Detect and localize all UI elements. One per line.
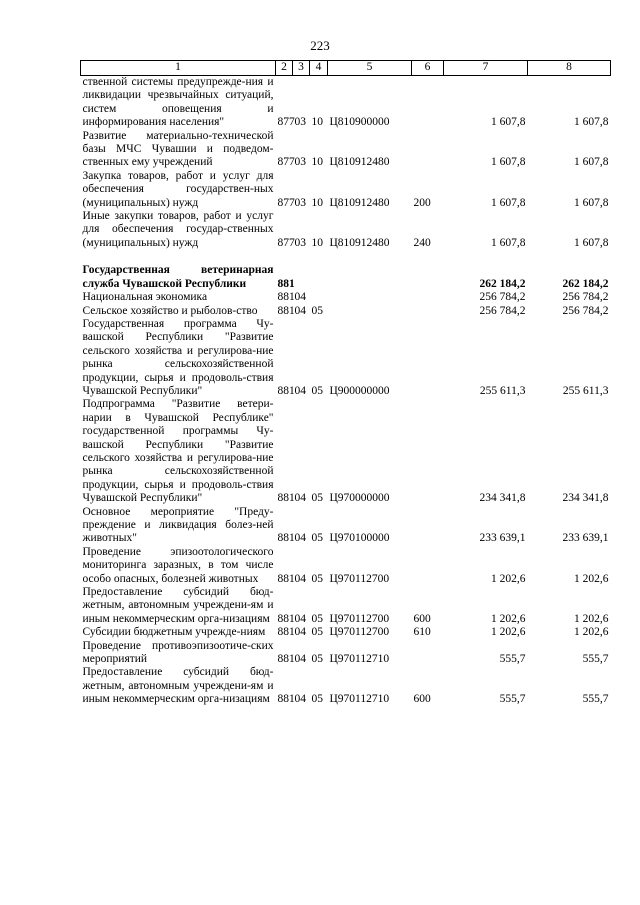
subsection-code: 10 (311, 156, 323, 169)
subsection-code: 05 (311, 693, 323, 706)
ministry-code: 881 (277, 572, 295, 585)
column-header: 3 (293, 61, 310, 76)
section-code: 04 (294, 653, 306, 666)
ministry-code: 877 (277, 116, 295, 129)
item-name: Государственная ветеринарная служба Чувашской Республики (82, 264, 274, 290)
expense-type-code (412, 640, 444, 667)
amount-col8: 1 607,8 (574, 236, 609, 249)
amount-col7: 233 639,1 (479, 532, 526, 545)
amount-col8: 255 611,3 (562, 384, 609, 397)
item-name: Основное мероприятие "Преду-преждение и ликвидация болез-ней животных" (82, 505, 274, 545)
amount-col8: 1 202,6 (574, 612, 609, 625)
section-code: 04 (294, 384, 306, 397)
amount-col8: 555,7 (582, 693, 609, 706)
expense-type-code: 600 (413, 612, 431, 625)
column-header: 6 (412, 61, 444, 76)
ministry-code: 881 (277, 384, 295, 397)
section-code: 04 (294, 532, 306, 545)
item-name: Подпрограмма "Развитие ветери-нарии в Чувашской Республике" государственной программы Чу-вашской Республики "Развитие сельского хозяйства и регулирова-ние рынка сельскохозяйственной продукции, сырья и продоволь-ствия Чувашской Республики" (82, 398, 274, 505)
amount-col7: 1 607,8 (491, 116, 526, 129)
table-row (81, 264, 611, 291)
section-code: 04 (294, 612, 306, 625)
column-header: 7 (444, 61, 528, 76)
table-row (81, 586, 611, 626)
column-header: 4 (310, 61, 328, 76)
table-row (81, 305, 611, 318)
section-code: 03 (294, 156, 306, 169)
amount-col7: 555,7 (499, 653, 526, 666)
table-row (81, 546, 611, 586)
expense-type-code (412, 305, 444, 318)
amount-col8: 1 607,8 (574, 196, 609, 209)
section-code (293, 264, 310, 291)
section-code: 04 (294, 572, 306, 585)
target-article-code: Ц970112700 (329, 626, 390, 639)
expense-type-code (412, 318, 444, 398)
item-name: Государственная программа Чу-вашской Республики "Развитие сельского хозяйства и регулирова-ние рынка сельскохозяйственной продукции, сырья и продоволь-ствия Чувашской Республики" (82, 317, 274, 397)
ministry-code: 881 (277, 291, 295, 304)
subsection-code: 05 (311, 304, 323, 317)
ministry-code: 881 (277, 626, 295, 639)
ministry-code: 881 (277, 612, 295, 625)
table-row (81, 170, 611, 210)
section-code: 03 (294, 116, 306, 129)
amount-col8: 233 639,1 (562, 532, 609, 545)
table-row (81, 506, 611, 546)
amount-col7: 1 607,8 (491, 236, 526, 249)
table-row (81, 640, 611, 667)
amount-col8: 1 202,6 (574, 572, 609, 585)
amount-col7: 1 202,6 (491, 626, 526, 639)
ministry-code: 881 (277, 277, 295, 290)
target-article-code (328, 264, 412, 291)
header-row (81, 61, 611, 76)
column-header: 2 (276, 61, 293, 76)
target-article-code: Ц810912480 (329, 156, 390, 169)
ministry-code: 881 (277, 492, 295, 505)
target-article-code (328, 291, 412, 304)
expense-type-code: 240 (413, 236, 431, 249)
expense-type-code (412, 398, 444, 505)
target-article-code: Ц970100000 (329, 532, 390, 545)
expense-type-code (412, 76, 444, 130)
target-article-code: Ц970112710 (329, 653, 390, 666)
target-article-code (328, 305, 412, 318)
subsection-code: 10 (311, 196, 323, 209)
table-row (81, 210, 611, 250)
item-name: Предоставление субсидий бюд-жетным, автономным учреждени-ям и иным некоммерческим орга-низациям (82, 666, 274, 706)
expense-type-code (412, 506, 444, 546)
amount-col7: 262 184,2 (479, 277, 526, 290)
section-code: 03 (294, 236, 306, 249)
ministry-code: 881 (277, 304, 295, 317)
expense-type-code: 600 (413, 693, 431, 706)
item-name: ственной системы предупрежде-ния и ликвидации чрезвычайных ситуаций, систем оповещения и информирования населения" (82, 76, 274, 129)
expense-type-code (412, 264, 444, 291)
column-header: 8 (528, 61, 611, 76)
item-name: Предоставление субсидий бюд-жетным, автономным учреждени-ям и иным некоммерческим орга-низациям (82, 586, 274, 625)
amount-col7: 555,7 (499, 693, 526, 706)
amount-col8: 256 784,2 (562, 291, 609, 304)
section-code: 04 (294, 304, 306, 317)
table-row (81, 291, 611, 304)
subsection-code: 05 (311, 384, 323, 397)
expense-type-code (412, 130, 444, 170)
subsection-code: 10 (311, 116, 323, 129)
subsection-code: 05 (311, 626, 323, 639)
table-row (81, 318, 611, 398)
ministry-code: 881 (277, 693, 295, 706)
expense-type-code: 200 (413, 196, 431, 209)
target-article-code: Ц970112700 (329, 572, 390, 585)
amount-col7: 1 202,6 (491, 572, 526, 585)
item-name: Иные закупки товаров, работ и услуг для обеспечения государ-ственных (муниципальных) нужд (82, 210, 274, 249)
target-article-code: Ц810912480 (329, 196, 390, 209)
item-name: Субсидии бюджетным учрежде-ниям (82, 626, 266, 639)
amount-col7: 234 341,8 (479, 492, 526, 505)
ministry-code: 881 (277, 653, 295, 666)
target-article-code: Ц900000000 (329, 384, 390, 397)
target-article-code: Ц810912480 (329, 236, 390, 249)
target-article-code: Ц970112700 (329, 612, 390, 625)
section-code: 04 (294, 492, 306, 505)
table-row (81, 666, 611, 706)
subsection-code: 05 (311, 612, 323, 625)
item-name: Развитие материально-технической базы МЧС Чувашии и подведом-ственных ему учреждений (82, 129, 274, 169)
item-name: Закупка товаров, работ и услуг для обеспечения государствен-ных (муниципальных) нужд (82, 169, 274, 209)
table-body (81, 76, 611, 707)
ministry-code: 877 (277, 196, 295, 209)
amount-col7: 1 607,8 (491, 156, 526, 169)
row-spacer (81, 250, 611, 264)
expense-type-code (412, 291, 444, 304)
expense-type-code (412, 546, 444, 586)
amount-col8: 262 184,2 (562, 277, 609, 290)
expense-type-code: 610 (413, 626, 431, 639)
column-header: 1 (81, 61, 276, 76)
item-name: Сельское хозяйство и рыболов-ство (82, 304, 258, 317)
table-row (81, 626, 611, 639)
item-name: Проведение эпизоотологического мониторинга заразных, в том числе особо опасных, болезней животных (82, 545, 274, 585)
section-code: 04 (294, 291, 306, 304)
subsection-code: 05 (311, 653, 323, 666)
table-row (81, 130, 611, 170)
item-name: Национальная экономика (82, 291, 208, 304)
amount-col8: 555,7 (582, 653, 609, 666)
subsection-code: 05 (311, 492, 323, 505)
table-row (81, 398, 611, 505)
subsection-code: 05 (311, 572, 323, 585)
amount-col7: 256 784,2 (479, 291, 526, 304)
amount-col7: 256 784,2 (479, 304, 526, 317)
ministry-code: 877 (277, 236, 295, 249)
item-name: Проведение противоэпизоотиче-ских мероприятий (82, 639, 274, 666)
budget-table (80, 60, 611, 707)
amount-col8: 1 202,6 (574, 626, 609, 639)
amount-col8: 1 607,8 (574, 156, 609, 169)
amount-col8: 1 607,8 (574, 116, 609, 129)
subsection-code (310, 291, 328, 304)
section-code: 04 (294, 626, 306, 639)
amount-col8: 234 341,8 (562, 492, 609, 505)
target-article-code: Ц810900000 (329, 116, 390, 129)
target-article-code: Ц970000000 (329, 492, 390, 505)
section-code: 04 (294, 693, 306, 706)
table-row (81, 76, 611, 130)
ministry-code: 881 (277, 532, 295, 545)
subsection-code (310, 264, 328, 291)
amount-col7: 1 607,8 (491, 196, 526, 209)
ministry-code: 877 (277, 156, 295, 169)
amount-col7: 1 202,6 (491, 612, 526, 625)
subsection-code: 10 (311, 236, 323, 249)
subsection-code: 05 (311, 532, 323, 545)
amount-col8: 256 784,2 (562, 304, 609, 317)
target-article-code: Ц970112710 (329, 693, 390, 706)
amount-col7: 255 611,3 (479, 384, 526, 397)
section-code: 03 (294, 196, 306, 209)
page-number: 223 (310, 38, 330, 53)
column-header: 5 (328, 61, 412, 76)
spacer-cell (81, 250, 611, 264)
